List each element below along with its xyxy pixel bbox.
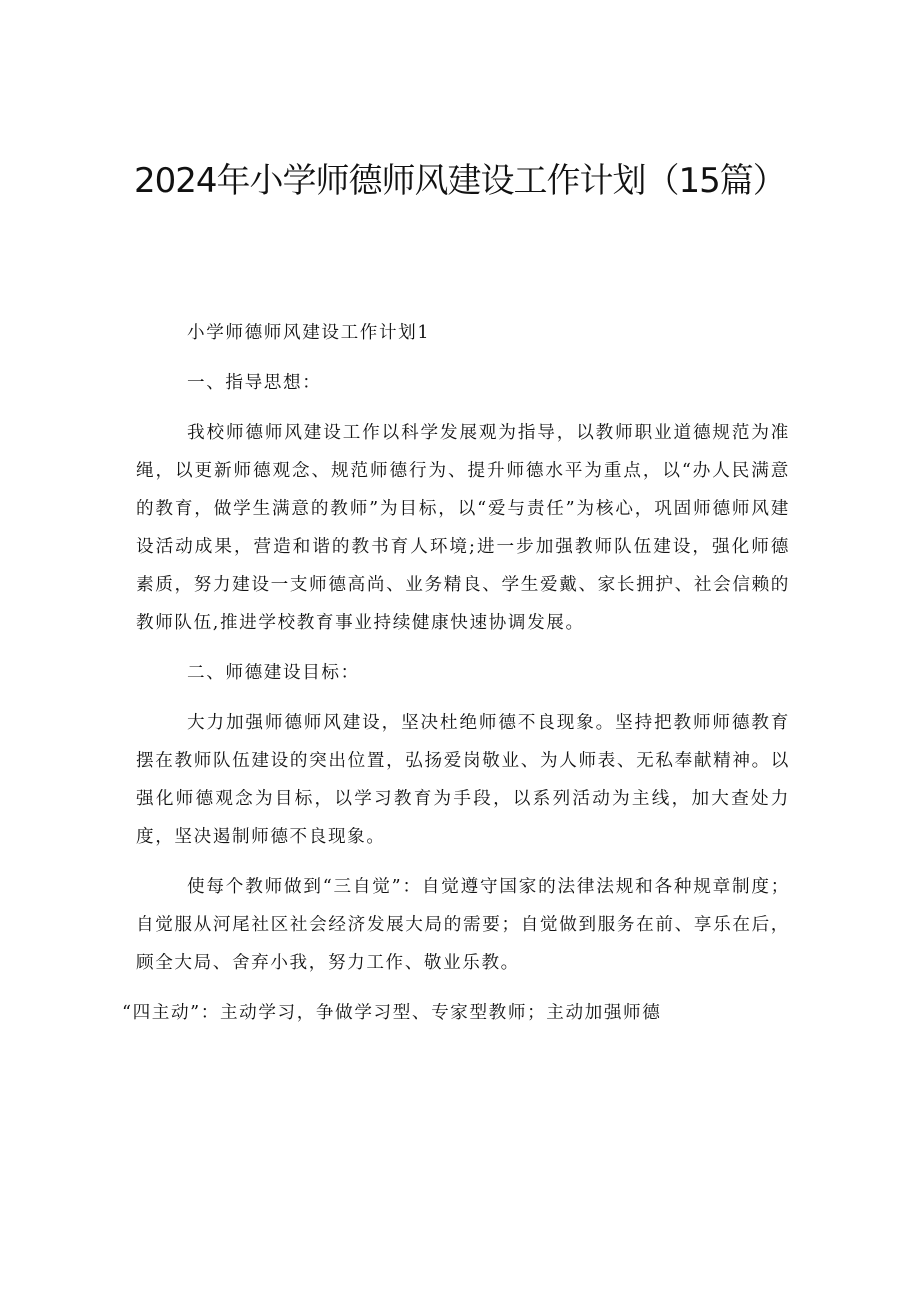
part1-paragraph: 我校师德师风建设工作以科学发展观为指导，以教师职业道德规范为准绳，以更新师德观念、规范师德行为、提升师德水平为重点，以“办人民满意的教育，做学生满意的教师”为目标，以“爱与责任”为核心，巩固师德师风建设活动成果，营造和谐的教书育人环境;进一步加强教师队伍建设，强化师德素质，努力建设一支师德高尚、业务精良、学生爱戴、家长拥护、社会信赖的教师队伍,推进学校教育事业持续健康快速协调发展。 [136,423,790,633]
san-zijue-paragraph: 使每个教师做到“三自觉”：自觉遵守国家的法律法规和各种规章制度；自觉服从河尾社区社会经济发展大局的需要；自觉做到服务在前、享乐在后，顾全大局、舍弃小我，努力工作、敬业乐教。 [136,877,790,973]
si-zhudong-paragraph: “四主动”：主动学习，争做学习型、专家型教师；主动加强师德 [122,1003,662,1023]
document-title: 2024年小学师德师风建设工作计划（15篇） [134,161,786,201]
part1-heading: 一、指导思想： [187,373,322,393]
document-body [122,314,790,1044]
part2-paragraph: 大力加强师德师风建设，坚决杜绝师德不良现象。坚持把教师师德教育摆在教师队伍建设的突出位置，弘扬爱岗敬业、为人师表、无私奉献精神。以强化师德观念为目标，以学习教育为手段，以系列活动为主线，加大查处力度，坚决遏制师德不良现象。 [136,713,790,847]
section-heading: 小学师德师风建设工作计划1 [187,323,431,343]
part2-heading: 二、师德建设目标： [187,663,360,683]
